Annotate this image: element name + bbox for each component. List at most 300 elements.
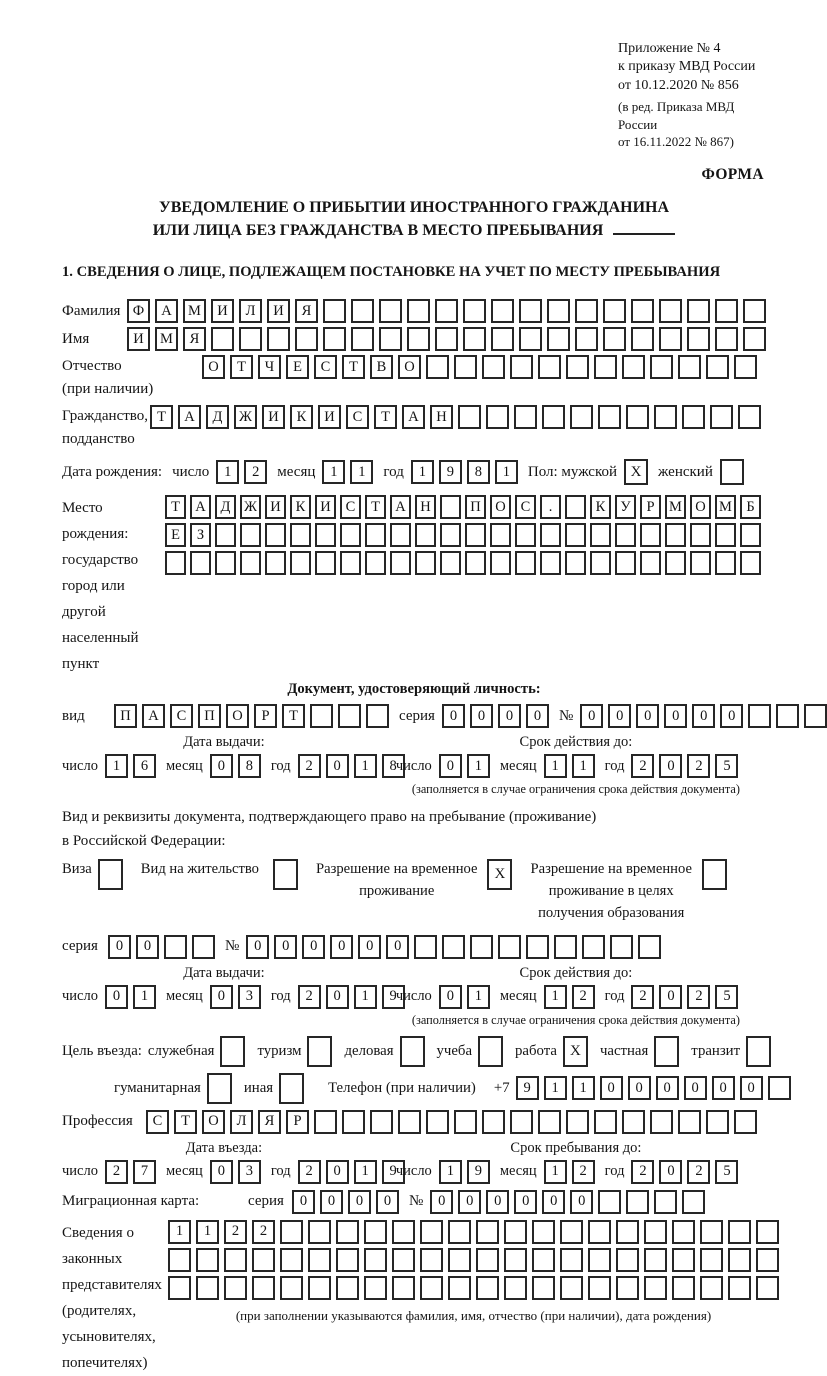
char-cell[interactable]: 2	[224, 1220, 247, 1244]
char-cell[interactable]	[365, 523, 386, 547]
char-cell[interactable]: А	[390, 495, 411, 519]
char-cell[interactable]: 0	[692, 704, 715, 728]
char-cell[interactable]: П	[114, 704, 137, 728]
char-cell[interactable]: 0	[386, 935, 409, 959]
char-cell[interactable]: 0	[330, 935, 353, 959]
char-cell[interactable]	[554, 935, 577, 959]
char-cell[interactable]	[510, 1110, 533, 1134]
char-cell[interactable]: 2	[105, 1160, 128, 1184]
char-cell[interactable]: Ж	[240, 495, 261, 519]
char-cell[interactable]	[659, 299, 682, 323]
char-cell[interactable]	[594, 1110, 617, 1134]
char-cell[interactable]: 0	[600, 1076, 623, 1100]
char-cell[interactable]: 0	[740, 1076, 763, 1100]
char-cell[interactable]	[603, 327, 626, 351]
char-cell[interactable]: 0	[326, 985, 349, 1009]
char-cell[interactable]	[290, 523, 311, 547]
char-cell[interactable]	[315, 523, 336, 547]
char-cell[interactable]: Д	[206, 405, 229, 429]
char-cell[interactable]	[323, 299, 346, 323]
char-cell[interactable]	[672, 1248, 695, 1272]
char-cell[interactable]: Н	[430, 405, 453, 429]
char-cell[interactable]: А	[178, 405, 201, 429]
char-cell[interactable]: Н	[415, 495, 436, 519]
char-cell[interactable]	[364, 1220, 387, 1244]
char-cell[interactable]: 7	[133, 1160, 156, 1184]
char-cell[interactable]	[224, 1248, 247, 1272]
char-cell[interactable]	[476, 1248, 499, 1272]
char-cell[interactable]	[415, 551, 436, 575]
char-cell[interactable]	[540, 523, 561, 547]
char-cell[interactable]: О	[226, 704, 249, 728]
char-cell[interactable]	[164, 935, 187, 959]
char-cell[interactable]	[575, 299, 598, 323]
char-cell[interactable]	[748, 704, 771, 728]
char-cell[interactable]	[582, 935, 605, 959]
char-cell[interactable]	[482, 355, 505, 379]
char-cell[interactable]: 2	[252, 1220, 275, 1244]
char-cell[interactable]	[610, 935, 633, 959]
char-cell[interactable]	[538, 1110, 561, 1134]
char-cell[interactable]	[728, 1276, 751, 1300]
char-cell[interactable]: 0	[430, 1190, 453, 1214]
char-cell[interactable]	[622, 355, 645, 379]
char-cell[interactable]	[672, 1220, 695, 1244]
char-cell[interactable]: Р	[286, 1110, 309, 1134]
char-cell[interactable]: А	[190, 495, 211, 519]
char-cell[interactable]	[338, 704, 361, 728]
char-cell[interactable]	[615, 523, 636, 547]
char-cell[interactable]	[196, 1276, 219, 1300]
char-cell[interactable]	[654, 1190, 677, 1214]
char-cell[interactable]: 9	[382, 1160, 405, 1184]
char-cell[interactable]	[415, 523, 436, 547]
char-cell[interactable]: С	[346, 405, 369, 429]
char-cell[interactable]	[598, 405, 621, 429]
char-cell[interactable]: 0	[302, 935, 325, 959]
char-cell[interactable]: 0	[210, 754, 233, 778]
char-cell[interactable]: 8	[382, 754, 405, 778]
char-cell[interactable]: Т	[342, 355, 365, 379]
char-cell[interactable]: Т	[174, 1110, 197, 1134]
char-cell[interactable]: М	[665, 495, 686, 519]
char-cell[interactable]	[486, 405, 509, 429]
char-cell[interactable]	[519, 327, 542, 351]
char-cell[interactable]: 0	[486, 1190, 509, 1214]
char-cell[interactable]: Т	[282, 704, 305, 728]
temp-residence-checkbox[interactable]: X	[487, 859, 512, 890]
char-cell[interactable]	[590, 551, 611, 575]
char-cell[interactable]: 1	[544, 1160, 567, 1184]
char-cell[interactable]	[476, 1276, 499, 1300]
char-cell[interactable]: С	[146, 1110, 169, 1134]
purpose-humanitarian-checkbox[interactable]	[207, 1073, 232, 1104]
char-cell[interactable]: 2	[687, 1160, 710, 1184]
char-cell[interactable]: 0	[274, 935, 297, 959]
char-cell[interactable]: 8	[238, 754, 261, 778]
char-cell[interactable]: 1	[544, 754, 567, 778]
char-cell[interactable]: Я	[183, 327, 206, 351]
char-cell[interactable]: 1	[354, 1160, 377, 1184]
char-cell[interactable]: 2	[631, 985, 654, 1009]
char-cell[interactable]: 0	[659, 1160, 682, 1184]
char-cell[interactable]	[454, 355, 477, 379]
char-cell[interactable]: О	[398, 355, 421, 379]
char-cell[interactable]	[804, 704, 827, 728]
char-cell[interactable]	[588, 1248, 611, 1272]
char-cell[interactable]	[435, 327, 458, 351]
char-cell[interactable]: С	[314, 355, 337, 379]
char-cell[interactable]	[252, 1248, 275, 1272]
char-cell[interactable]: О	[690, 495, 711, 519]
char-cell[interactable]	[491, 327, 514, 351]
char-cell[interactable]	[588, 1276, 611, 1300]
char-cell[interactable]: 0	[358, 935, 381, 959]
char-cell[interactable]	[672, 1276, 695, 1300]
char-cell[interactable]	[768, 1076, 791, 1100]
char-cell[interactable]: 5	[715, 754, 738, 778]
char-cell[interactable]	[370, 1110, 393, 1134]
char-cell[interactable]	[365, 551, 386, 575]
char-cell[interactable]	[168, 1276, 191, 1300]
char-cell[interactable]: И	[315, 495, 336, 519]
char-cell[interactable]	[740, 551, 761, 575]
char-cell[interactable]	[364, 1248, 387, 1272]
purpose-business-checkbox[interactable]	[400, 1036, 425, 1067]
char-cell[interactable]	[414, 935, 437, 959]
char-cell[interactable]	[504, 1248, 527, 1272]
char-cell[interactable]: П	[465, 495, 486, 519]
char-cell[interactable]: .	[540, 495, 561, 519]
char-cell[interactable]	[240, 551, 261, 575]
char-cell[interactable]	[315, 551, 336, 575]
char-cell[interactable]: 9	[439, 460, 462, 484]
char-cell[interactable]: 2	[298, 985, 321, 1009]
purpose-work-checkbox[interactable]: X	[563, 1036, 588, 1067]
char-cell[interactable]	[756, 1220, 779, 1244]
char-cell[interactable]	[590, 523, 611, 547]
char-cell[interactable]	[650, 1110, 673, 1134]
char-cell[interactable]	[392, 1248, 415, 1272]
char-cell[interactable]	[616, 1248, 639, 1272]
char-cell[interactable]	[192, 935, 215, 959]
char-cell[interactable]	[560, 1276, 583, 1300]
char-cell[interactable]: 0	[439, 985, 462, 1009]
char-cell[interactable]: 1	[322, 460, 345, 484]
char-cell[interactable]: 0	[659, 985, 682, 1009]
char-cell[interactable]	[420, 1220, 443, 1244]
char-cell[interactable]	[540, 551, 561, 575]
char-cell[interactable]: 2	[631, 1160, 654, 1184]
char-cell[interactable]: 9	[516, 1076, 539, 1100]
char-cell[interactable]	[560, 1248, 583, 1272]
char-cell[interactable]	[340, 523, 361, 547]
char-cell[interactable]: 2	[572, 1160, 595, 1184]
char-cell[interactable]	[631, 327, 654, 351]
char-cell[interactable]: 9	[382, 985, 405, 1009]
char-cell[interactable]: 3	[238, 1160, 261, 1184]
char-cell[interactable]	[458, 405, 481, 429]
char-cell[interactable]: 0	[246, 935, 269, 959]
char-cell[interactable]: 1	[133, 985, 156, 1009]
char-cell[interactable]: Е	[165, 523, 186, 547]
char-cell[interactable]	[734, 1110, 757, 1134]
char-cell[interactable]	[598, 1190, 621, 1214]
char-cell[interactable]: Р	[640, 495, 661, 519]
purpose-study-checkbox[interactable]	[478, 1036, 503, 1067]
char-cell[interactable]	[715, 551, 736, 575]
char-cell[interactable]: Я	[295, 299, 318, 323]
char-cell[interactable]: 1	[105, 754, 128, 778]
char-cell[interactable]	[379, 327, 402, 351]
purpose-official-checkbox[interactable]	[220, 1036, 245, 1067]
char-cell[interactable]: 0	[326, 754, 349, 778]
temp-residence-edu-checkbox[interactable]	[702, 859, 727, 890]
char-cell[interactable]	[706, 1110, 729, 1134]
char-cell[interactable]: 0	[636, 704, 659, 728]
char-cell[interactable]: 0	[628, 1076, 651, 1100]
char-cell[interactable]: О	[202, 1110, 225, 1134]
char-cell[interactable]	[644, 1220, 667, 1244]
char-cell[interactable]	[665, 523, 686, 547]
char-cell[interactable]: Т	[165, 495, 186, 519]
char-cell[interactable]: 0	[498, 704, 521, 728]
purpose-tourism-checkbox[interactable]	[307, 1036, 332, 1067]
char-cell[interactable]	[476, 1220, 499, 1244]
char-cell[interactable]	[776, 704, 799, 728]
char-cell[interactable]	[440, 495, 461, 519]
char-cell[interactable]: З	[190, 523, 211, 547]
char-cell[interactable]: Ч	[258, 355, 281, 379]
char-cell[interactable]: Т	[365, 495, 386, 519]
char-cell[interactable]	[482, 1110, 505, 1134]
char-cell[interactable]: У	[615, 495, 636, 519]
char-cell[interactable]	[351, 299, 374, 323]
char-cell[interactable]	[342, 1110, 365, 1134]
char-cell[interactable]	[265, 551, 286, 575]
char-cell[interactable]: 0	[659, 754, 682, 778]
char-cell[interactable]: С	[170, 704, 193, 728]
char-cell[interactable]	[659, 327, 682, 351]
char-cell[interactable]: Ф	[127, 299, 150, 323]
char-cell[interactable]: 1	[544, 1076, 567, 1100]
char-cell[interactable]	[379, 299, 402, 323]
char-cell[interactable]: 1	[495, 460, 518, 484]
char-cell[interactable]	[448, 1220, 471, 1244]
char-cell[interactable]	[440, 523, 461, 547]
char-cell[interactable]	[426, 355, 449, 379]
char-cell[interactable]: Т	[230, 355, 253, 379]
char-cell[interactable]: 0	[292, 1190, 315, 1214]
char-cell[interactable]	[706, 355, 729, 379]
char-cell[interactable]: Я	[258, 1110, 281, 1134]
char-cell[interactable]	[504, 1276, 527, 1300]
char-cell[interactable]: 0	[326, 1160, 349, 1184]
char-cell[interactable]: И	[127, 327, 150, 351]
char-cell[interactable]	[644, 1248, 667, 1272]
char-cell[interactable]	[490, 523, 511, 547]
char-cell[interactable]: 2	[572, 985, 595, 1009]
char-cell[interactable]: 5	[715, 985, 738, 1009]
char-cell[interactable]	[743, 327, 766, 351]
char-cell[interactable]	[224, 1276, 247, 1300]
char-cell[interactable]: 1	[467, 754, 490, 778]
char-cell[interactable]: 0	[656, 1076, 679, 1100]
char-cell[interactable]	[465, 523, 486, 547]
char-cell[interactable]: К	[590, 495, 611, 519]
char-cell[interactable]: 0	[442, 704, 465, 728]
char-cell[interactable]	[407, 327, 430, 351]
char-cell[interactable]: 0	[136, 935, 159, 959]
char-cell[interactable]	[252, 1276, 275, 1300]
char-cell[interactable]	[710, 405, 733, 429]
char-cell[interactable]	[690, 523, 711, 547]
char-cell[interactable]: 0	[514, 1190, 537, 1214]
char-cell[interactable]: И	[262, 405, 285, 429]
char-cell[interactable]: 0	[526, 704, 549, 728]
char-cell[interactable]	[575, 327, 598, 351]
char-cell[interactable]	[638, 935, 661, 959]
char-cell[interactable]	[756, 1276, 779, 1300]
title-blank-line[interactable]	[613, 221, 675, 235]
char-cell[interactable]	[442, 935, 465, 959]
char-cell[interactable]: 0	[376, 1190, 399, 1214]
char-cell[interactable]	[308, 1220, 331, 1244]
char-cell[interactable]	[239, 327, 262, 351]
char-cell[interactable]	[603, 299, 626, 323]
char-cell[interactable]	[616, 1220, 639, 1244]
char-cell[interactable]: В	[370, 355, 393, 379]
char-cell[interactable]: 0	[105, 985, 128, 1009]
char-cell[interactable]	[295, 327, 318, 351]
char-cell[interactable]: 0	[664, 704, 687, 728]
char-cell[interactable]	[542, 405, 565, 429]
char-cell[interactable]: Е	[286, 355, 309, 379]
char-cell[interactable]: 1	[196, 1220, 219, 1244]
char-cell[interactable]: 1	[544, 985, 567, 1009]
char-cell[interactable]: 0	[108, 935, 131, 959]
char-cell[interactable]: 0	[684, 1076, 707, 1100]
char-cell[interactable]: О	[490, 495, 511, 519]
char-cell[interactable]	[211, 327, 234, 351]
char-cell[interactable]	[594, 355, 617, 379]
char-cell[interactable]	[715, 523, 736, 547]
char-cell[interactable]	[738, 405, 761, 429]
char-cell[interactable]	[308, 1276, 331, 1300]
char-cell[interactable]	[519, 299, 542, 323]
char-cell[interactable]	[678, 1110, 701, 1134]
char-cell[interactable]	[448, 1248, 471, 1272]
char-cell[interactable]: 2	[687, 754, 710, 778]
char-cell[interactable]	[165, 551, 186, 575]
char-cell[interactable]	[700, 1276, 723, 1300]
char-cell[interactable]	[340, 551, 361, 575]
char-cell[interactable]	[190, 551, 211, 575]
char-cell[interactable]	[314, 1110, 337, 1134]
char-cell[interactable]: И	[265, 495, 286, 519]
char-cell[interactable]	[626, 405, 649, 429]
char-cell[interactable]: 0	[458, 1190, 481, 1214]
char-cell[interactable]	[420, 1276, 443, 1300]
char-cell[interactable]	[390, 523, 411, 547]
char-cell[interactable]	[510, 355, 533, 379]
char-cell[interactable]	[532, 1248, 555, 1272]
char-cell[interactable]: 6	[133, 754, 156, 778]
char-cell[interactable]	[267, 327, 290, 351]
char-cell[interactable]	[565, 551, 586, 575]
char-cell[interactable]: 0	[720, 704, 743, 728]
residence-permit-checkbox[interactable]	[273, 859, 298, 890]
char-cell[interactable]	[532, 1276, 555, 1300]
char-cell[interactable]: П	[198, 704, 221, 728]
char-cell[interactable]: Д	[215, 495, 236, 519]
char-cell[interactable]	[364, 1276, 387, 1300]
char-cell[interactable]	[631, 299, 654, 323]
char-cell[interactable]: И	[267, 299, 290, 323]
char-cell[interactable]: А	[155, 299, 178, 323]
char-cell[interactable]: Ж	[234, 405, 257, 429]
char-cell[interactable]	[626, 1190, 649, 1214]
char-cell[interactable]: 1	[572, 754, 595, 778]
char-cell[interactable]	[310, 704, 333, 728]
char-cell[interactable]	[336, 1248, 359, 1272]
char-cell[interactable]: М	[183, 299, 206, 323]
char-cell[interactable]	[336, 1220, 359, 1244]
char-cell[interactable]	[560, 1220, 583, 1244]
char-cell[interactable]: 1	[354, 985, 377, 1009]
char-cell[interactable]	[504, 1220, 527, 1244]
char-cell[interactable]	[565, 495, 586, 519]
char-cell[interactable]: 2	[298, 754, 321, 778]
char-cell[interactable]	[440, 551, 461, 575]
char-cell[interactable]: 0	[470, 704, 493, 728]
purpose-other-checkbox[interactable]	[279, 1073, 304, 1104]
char-cell[interactable]: 0	[320, 1190, 343, 1214]
char-cell[interactable]	[616, 1276, 639, 1300]
char-cell[interactable]: И	[318, 405, 341, 429]
char-cell[interactable]: К	[290, 405, 313, 429]
char-cell[interactable]: К	[290, 495, 311, 519]
char-cell[interactable]	[366, 704, 389, 728]
sex-male-checkbox[interactable]: X	[624, 459, 648, 485]
char-cell[interactable]	[215, 523, 236, 547]
char-cell[interactable]	[615, 551, 636, 575]
char-cell[interactable]	[644, 1276, 667, 1300]
char-cell[interactable]	[570, 405, 593, 429]
char-cell[interactable]	[323, 327, 346, 351]
char-cell[interactable]: С	[515, 495, 536, 519]
char-cell[interactable]	[280, 1248, 303, 1272]
char-cell[interactable]: 2	[244, 460, 267, 484]
char-cell[interactable]	[407, 299, 430, 323]
char-cell[interactable]: 1	[467, 985, 490, 1009]
char-cell[interactable]	[392, 1276, 415, 1300]
char-cell[interactable]: 0	[580, 704, 603, 728]
char-cell[interactable]: 0	[439, 754, 462, 778]
char-cell[interactable]	[700, 1248, 723, 1272]
char-cell[interactable]	[398, 1110, 421, 1134]
char-cell[interactable]: 0	[570, 1190, 593, 1214]
char-cell[interactable]: 1	[168, 1220, 191, 1244]
char-cell[interactable]	[280, 1276, 303, 1300]
char-cell[interactable]: М	[155, 327, 178, 351]
char-cell[interactable]: Т	[374, 405, 397, 429]
char-cell[interactable]: Б	[740, 495, 761, 519]
char-cell[interactable]: 0	[348, 1190, 371, 1214]
char-cell[interactable]	[532, 1220, 555, 1244]
char-cell[interactable]: 2	[298, 1160, 321, 1184]
char-cell[interactable]	[566, 355, 589, 379]
